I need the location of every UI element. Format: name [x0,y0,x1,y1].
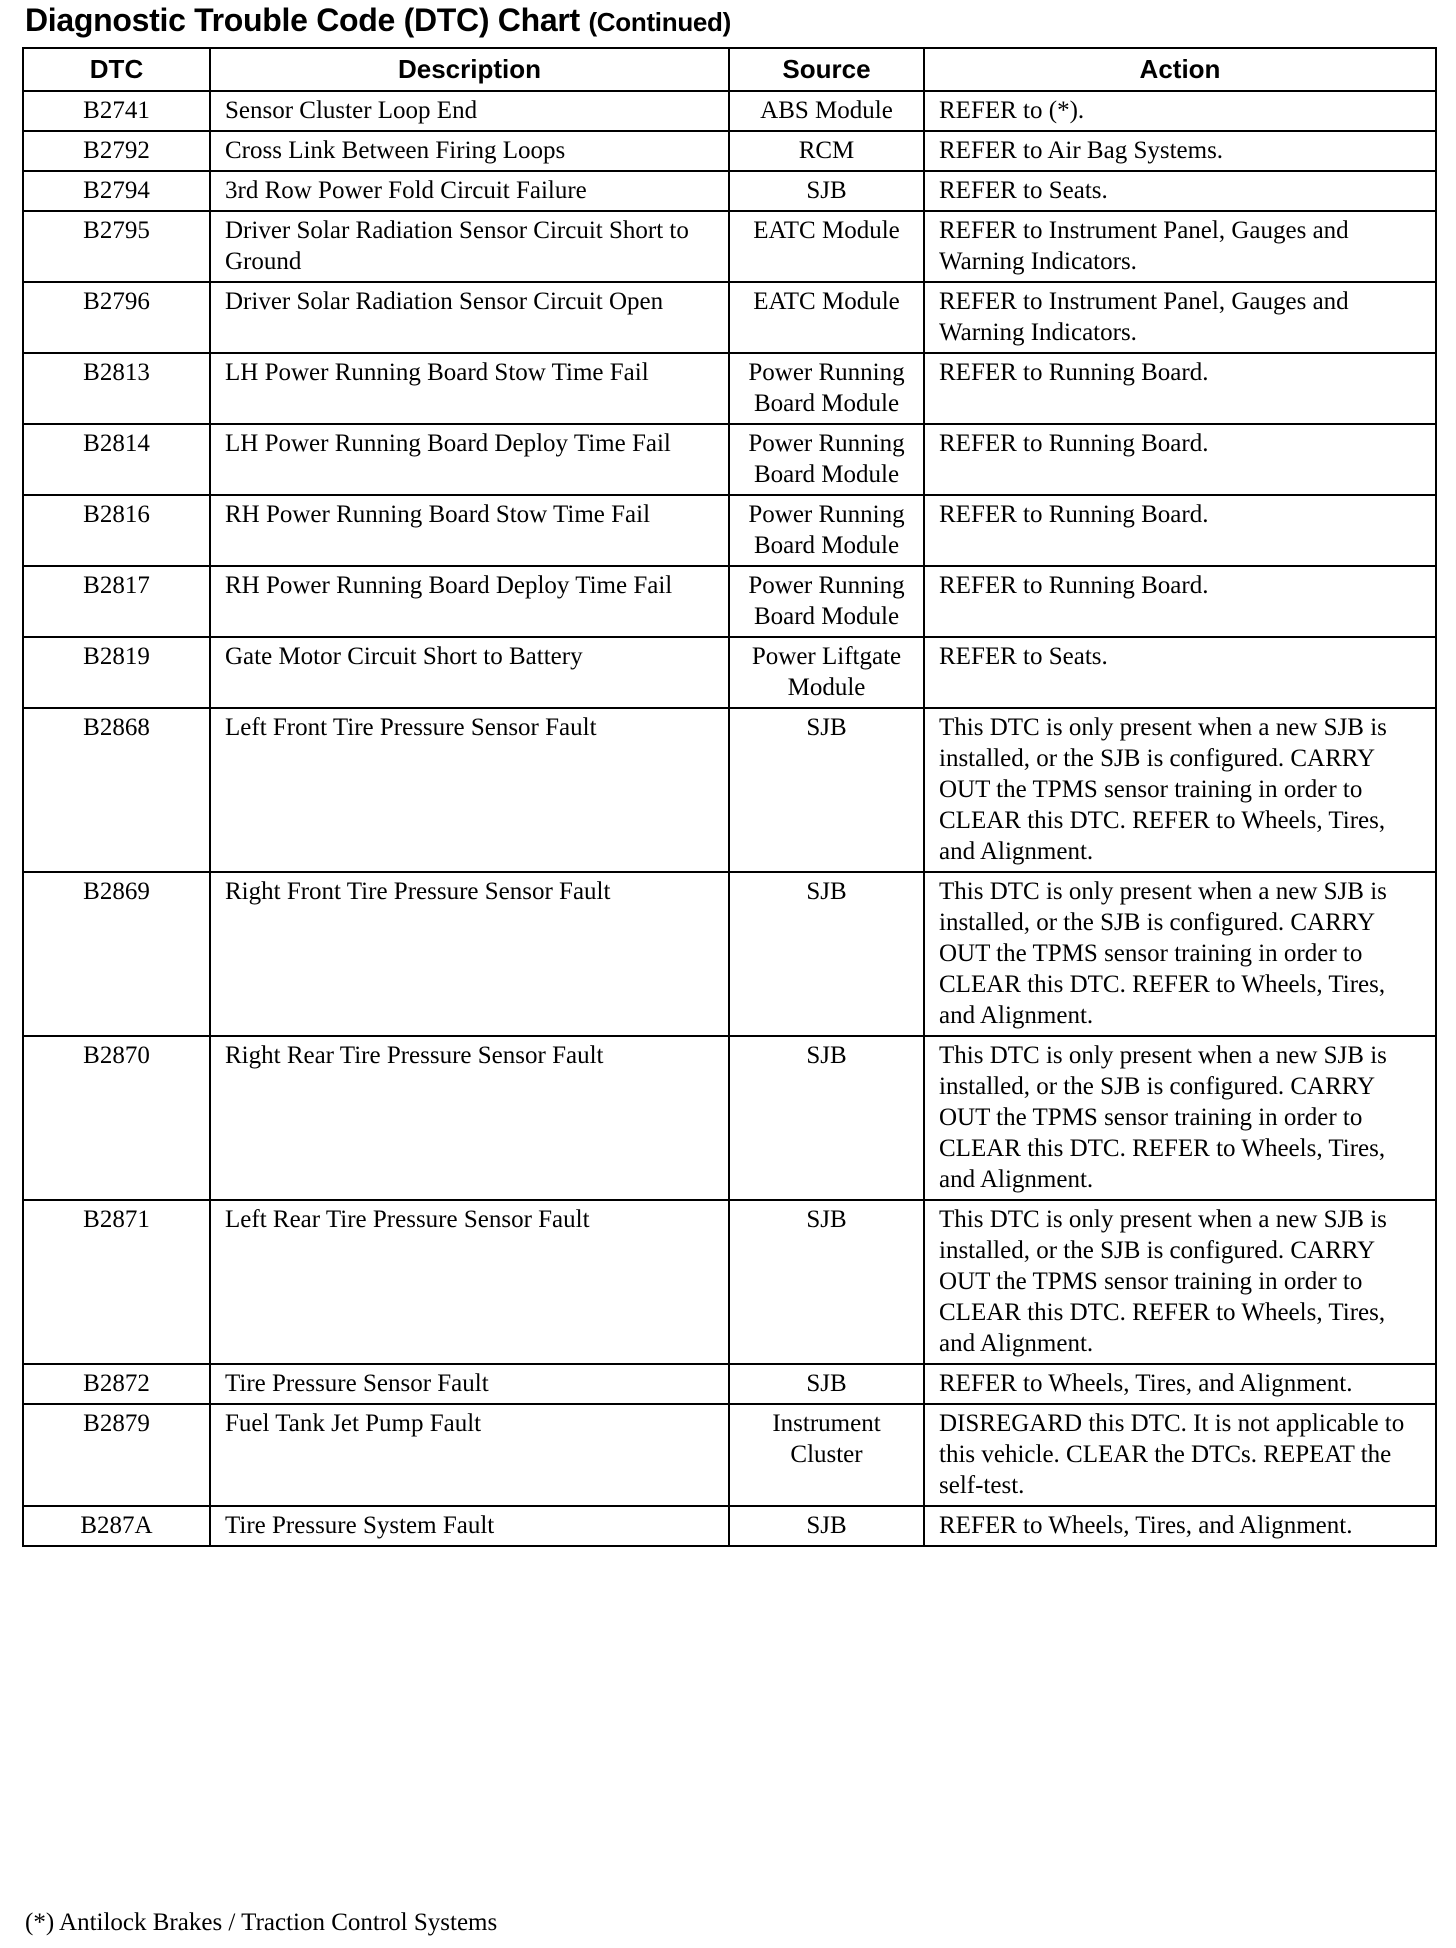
cell-dtc: B2794 [23,171,210,211]
cell-action: REFER to Seats. [924,637,1436,708]
cell-source: SJB [729,1364,924,1404]
table-row [23,1200,1436,1364]
table-row [23,872,1436,1036]
cell-action: REFER to Wheels, Tires, and Alignment. [924,1506,1436,1546]
table-row [23,211,1436,282]
cell-action: REFER to Wheels, Tires, and Alignment. [924,1364,1436,1404]
cell-dtc: B2879 [23,1404,210,1506]
dtc-chart-table [22,47,1437,1547]
cell-source: SJB [729,171,924,211]
cell-source: Power Running Board Module [729,566,924,637]
cell-action: DISREGARD this DTC. It is not applicable to this vehicle. CLEAR the DTCs. REPEAT the self-test. [924,1404,1436,1506]
cell-description: 3rd Row Power Fold Circuit Failure [210,171,729,211]
cell-description: Right Rear Tire Pressure Sensor Fault [210,1036,729,1200]
cell-source: Power Running Board Module [729,424,924,495]
cell-source: Power Running Board Module [729,353,924,424]
page-title-suffix: (Continued) [588,7,731,37]
cell-source: ABS Module [729,91,924,131]
column-header-dtc: DTC [23,48,210,91]
cell-description: RH Power Running Board Deploy Time Fail [210,566,729,637]
cell-description: Tire Pressure Sensor Fault [210,1364,729,1404]
cell-dtc: B287A [23,1506,210,1546]
table-row [23,1404,1436,1506]
table-row [23,495,1436,566]
cell-dtc: B2869 [23,872,210,1036]
cell-description: Right Front Tire Pressure Sensor Fault [210,872,729,1036]
table-row [23,131,1436,171]
cell-dtc: B2870 [23,1036,210,1200]
cell-description: Sensor Cluster Loop End [210,91,729,131]
cell-dtc: B2868 [23,708,210,872]
cell-description: Left Front Tire Pressure Sensor Fault [210,708,729,872]
table-row [23,91,1436,131]
cell-description: Fuel Tank Jet Pump Fault [210,1404,729,1506]
table-row [23,566,1436,637]
cell-dtc: B2813 [23,353,210,424]
cell-source: SJB [729,1506,924,1546]
cell-action: REFER to Running Board. [924,353,1436,424]
cell-description: Driver Solar Radiation Sensor Circuit Short to Ground [210,211,729,282]
cell-description: LH Power Running Board Stow Time Fail [210,353,729,424]
page-title-main: Diagnostic Trouble Code (DTC) Chart [25,2,580,38]
table-row [23,424,1436,495]
cell-source: SJB [729,872,924,1036]
cell-action: REFER to Instrument Panel, Gauges and Warning Indicators. [924,211,1436,282]
page-title [25,2,731,39]
cell-source: Power Liftgate Module [729,637,924,708]
cell-dtc: B2871 [23,1200,210,1364]
column-header-action: Action [924,48,1436,91]
cell-action: REFER to Running Board. [924,424,1436,495]
cell-action: This DTC is only present when a new SJB is installed, or the SJB is configured. CARRY OUT the TPMS sensor training in order to CLEAR this DTC. REFER to Wheels, Tires, and Alignment. [924,872,1436,1036]
cell-dtc: B2817 [23,566,210,637]
cell-action: REFER to Seats. [924,171,1436,211]
table-header-row [23,48,1436,91]
cell-dtc: B2819 [23,637,210,708]
cell-source: SJB [729,1036,924,1200]
cell-dtc: B2741 [23,91,210,131]
table-row [23,282,1436,353]
cell-source: Instrument Cluster [729,1404,924,1506]
cell-source: EATC Module [729,282,924,353]
cell-action: REFER to Running Board. [924,495,1436,566]
cell-description: Cross Link Between Firing Loops [210,131,729,171]
column-header-source: Source [729,48,924,91]
table-row [23,1364,1436,1404]
cell-dtc: B2795 [23,211,210,282]
cell-action: REFER to Running Board. [924,566,1436,637]
cell-description: Driver Solar Radiation Sensor Circuit Open [210,282,729,353]
cell-source: RCM [729,131,924,171]
table-row [23,637,1436,708]
table-row [23,708,1436,872]
cell-action: This DTC is only present when a new SJB is installed, or the SJB is configured. CARRY OUT the TPMS sensor training in order to CLEAR this DTC. REFER to Wheels, Tires, and Alignment. [924,1036,1436,1200]
cell-dtc: B2792 [23,131,210,171]
cell-source: EATC Module [729,211,924,282]
cell-action: REFER to Air Bag Systems. [924,131,1436,171]
table-row [23,1506,1436,1546]
cell-dtc: B2796 [23,282,210,353]
table-row [23,1036,1436,1200]
cell-description: Gate Motor Circuit Short to Battery [210,637,729,708]
cell-action: This DTC is only present when a new SJB is installed, or the SJB is configured. CARRY OUT the TPMS sensor training in order to CLEAR this DTC. REFER to Wheels, Tires, and Alignment. [924,708,1436,872]
cell-description: RH Power Running Board Stow Time Fail [210,495,729,566]
table-row [23,353,1436,424]
cell-dtc: B2814 [23,424,210,495]
cell-action: REFER to (*). [924,91,1436,131]
table-row [23,171,1436,211]
cell-source: SJB [729,1200,924,1364]
cell-action: This DTC is only present when a new SJB is installed, or the SJB is configured. CARRY OUT the TPMS sensor training in order to CLEAR this DTC. REFER to Wheels, Tires, and Alignment. [924,1200,1436,1364]
cell-dtc: B2816 [23,495,210,566]
footnote: (*) Antilock Brakes / Traction Control Systems [25,1909,498,1936]
cell-source: Power Running Board Module [729,495,924,566]
cell-description: Tire Pressure System Fault [210,1506,729,1546]
cell-action: REFER to Instrument Panel, Gauges and Warning Indicators. [924,282,1436,353]
cell-source: SJB [729,708,924,872]
cell-description: LH Power Running Board Deploy Time Fail [210,424,729,495]
column-header-description: Description [210,48,729,91]
cell-description: Left Rear Tire Pressure Sensor Fault [210,1200,729,1364]
cell-dtc: B2872 [23,1364,210,1404]
